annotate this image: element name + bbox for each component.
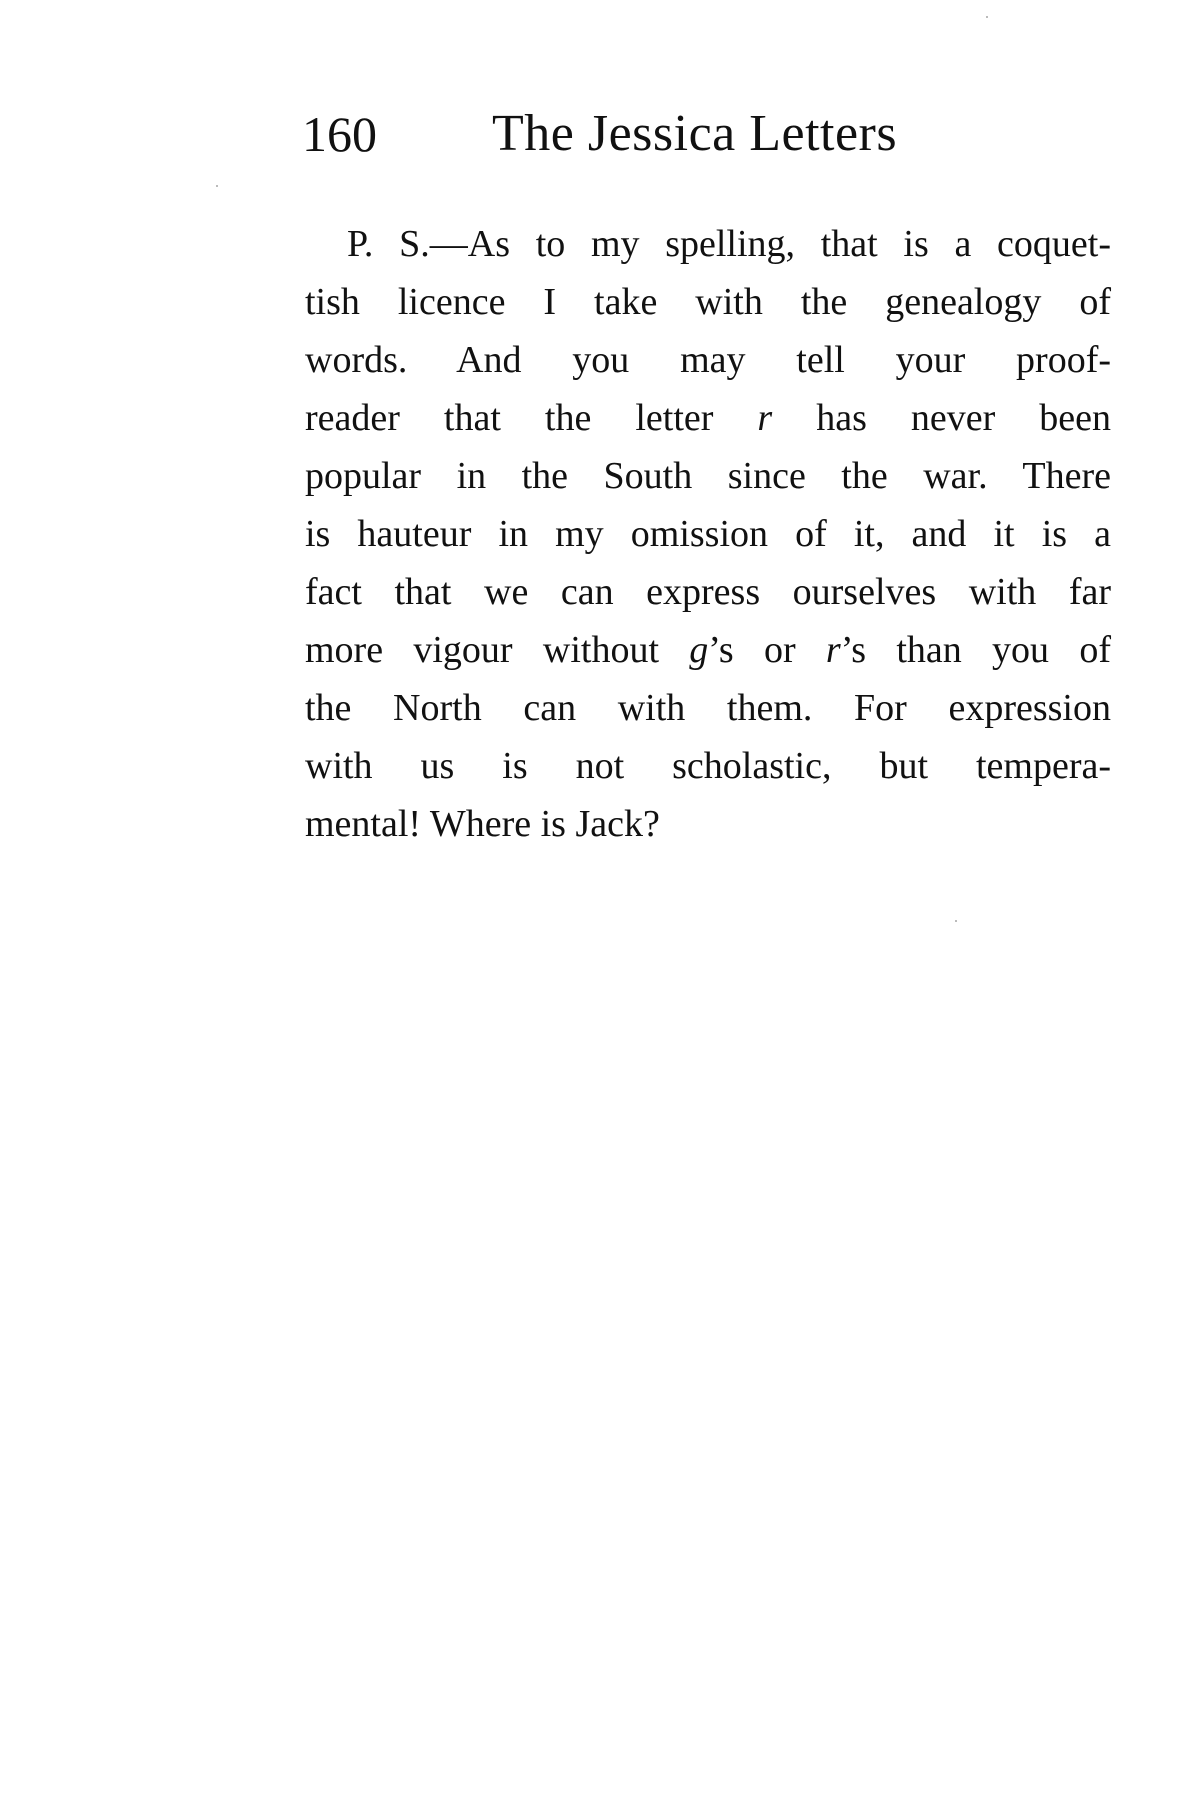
text-segment: ’s than you of xyxy=(840,629,1111,671)
text-line xyxy=(305,389,1111,447)
text-line: popular in the South since the war. There xyxy=(305,455,1111,497)
text-segment: has never been xyxy=(816,397,1112,439)
text-segment: more vigour without xyxy=(305,629,659,671)
body-text xyxy=(305,215,1111,853)
italic-letter: g xyxy=(689,629,709,671)
text-line: P. S.—As to my spelling, that is a coquet- xyxy=(347,223,1111,265)
text-segment xyxy=(689,629,795,671)
text-line: fact that we can express ourselves with far xyxy=(305,571,1111,613)
scan-speck xyxy=(216,185,218,187)
scan-speck xyxy=(955,920,957,922)
page-number: 160 xyxy=(302,106,377,162)
italic-letter: r xyxy=(757,397,773,439)
scan-speck xyxy=(986,16,988,18)
text-line: with us is not scholastic, but tempera- xyxy=(305,745,1111,787)
page-header xyxy=(0,100,1190,170)
text-line: is hauteur in my omission of it, and it is a xyxy=(305,513,1111,555)
italic-letter: r xyxy=(825,629,841,671)
text-segment: ’s or xyxy=(708,629,796,671)
text-line: the North can with them. For expression xyxy=(305,687,1111,729)
text-line: tish licence I take with the genealogy of xyxy=(305,281,1111,323)
text-line: mental! Where is Jack? xyxy=(305,803,660,845)
text-segment xyxy=(826,629,1111,671)
text-segment: reader that the letter xyxy=(305,397,714,439)
text-line: words. And you may tell your proof- xyxy=(305,339,1111,381)
text-line xyxy=(305,621,1111,679)
running-title: The Jessica Letters xyxy=(492,105,898,162)
